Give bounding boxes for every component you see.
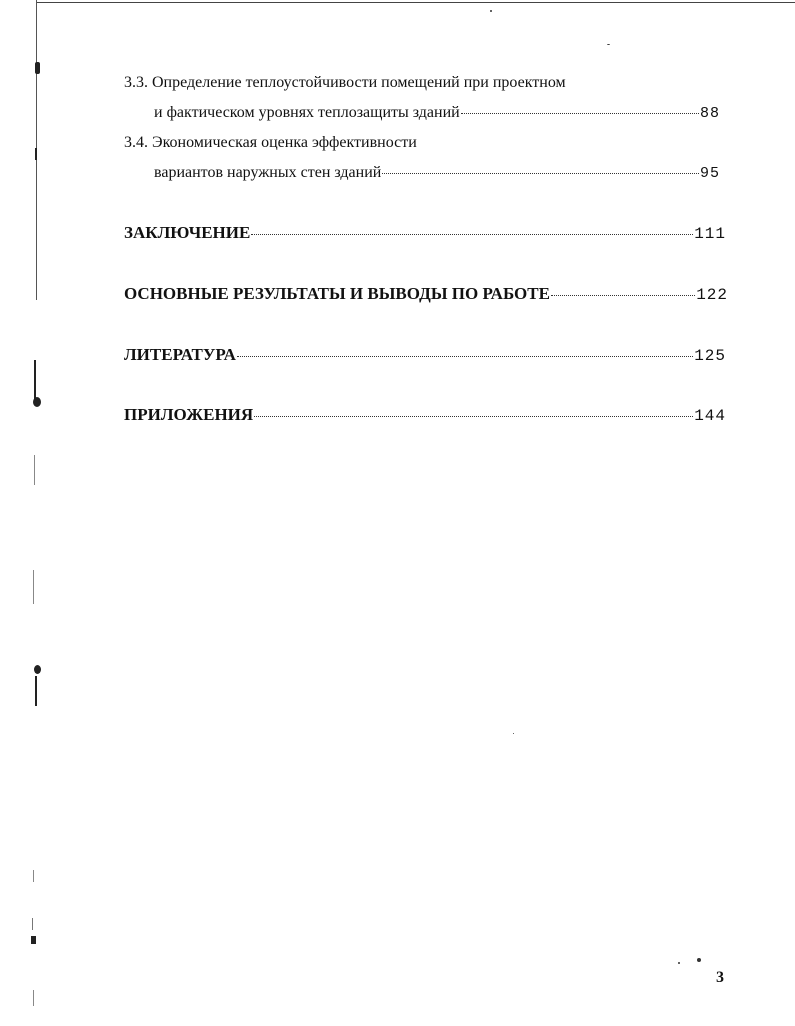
toc-entry-3-4-line2: [154, 164, 720, 182]
toc-entry-number: 3.4.: [124, 134, 148, 151]
toc-entry-title: Экономическая оценка эффективности: [152, 134, 417, 151]
dot-leader: [551, 294, 695, 296]
toc-entry-results: [124, 284, 728, 304]
toc-entry-3-3-line2: [154, 104, 720, 122]
toc-entry-title-continued: и фактическом уровнях теплозащиты зданий: [154, 104, 460, 121]
toc-entry-number: 3.3.: [124, 74, 148, 91]
toc-entry-literature: [124, 345, 726, 365]
dot-leader: [254, 415, 693, 417]
toc-entry-conclusion: [124, 223, 726, 243]
toc-page-number: 88: [699, 105, 720, 122]
dot-leader: [237, 355, 693, 357]
toc-section-title: ПРИЛОЖЕНИЯ: [124, 405, 254, 424]
toc-page-number: 125: [694, 347, 726, 365]
page-number: 3: [716, 969, 724, 986]
dot-leader: [382, 172, 699, 174]
toc-page-number: 122: [696, 286, 728, 304]
toc-page-number: 95: [699, 165, 720, 182]
toc-page-number: 111: [694, 225, 726, 243]
dot-leader: [461, 112, 699, 114]
toc-page-number: 144: [694, 407, 726, 425]
dot-leader: [251, 233, 693, 235]
toc-entry-3-4-line1: [124, 134, 417, 152]
toc-entry-title: Определение теплоустойчивости помещений при проектном: [152, 74, 566, 91]
toc-entry-appendices: [124, 405, 726, 425]
toc-entry-3-3-line1: [124, 74, 566, 92]
toc-section-title: ЗАКЛЮЧЕНИЕ: [124, 223, 251, 242]
toc-section-title: ОСНОВНЫЕ РЕЗУЛЬТАТЫ И ВЫВОДЫ ПО РАБОТЕ: [124, 284, 550, 303]
toc-section-title: ЛИТЕРАТУРА: [124, 345, 236, 364]
toc-entry-title-continued: вариантов наружных стен зданий: [154, 164, 382, 181]
